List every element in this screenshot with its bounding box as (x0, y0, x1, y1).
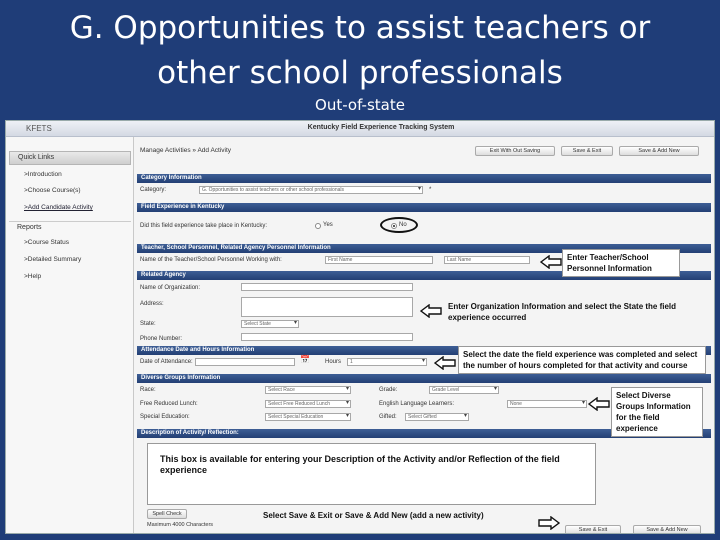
date-hours-callout: Select the date the field experience was completed and select the number of hours completed for that activity and course (458, 346, 706, 374)
sidebar-link-choose-courses[interactable]: >Choose Course(s) (24, 187, 81, 194)
personnel-section-header: Teacher, School Personnel, Related Agency Personnel Information (137, 244, 711, 253)
radio-yes-label: Yes (323, 222, 333, 228)
description-textarea[interactable] (147, 443, 596, 505)
max-characters-note: Maximum 4000 Characters (147, 522, 214, 528)
radio-no-label: No (399, 222, 407, 228)
category-label: Category: (140, 187, 167, 193)
save-add-new-button[interactable]: Save & Add New (619, 146, 699, 156)
personnel-callout: Enter Teacher/School Personnel Information (562, 249, 680, 277)
last-name-input[interactable]: Last Name (444, 256, 530, 264)
sidebar-link-course-status[interactable]: >Course Status (24, 239, 69, 246)
radio-yes[interactable] (315, 223, 321, 229)
hours-select[interactable]: 1 ▾ (347, 358, 427, 366)
left-arrow-icon (434, 356, 456, 370)
attendance-section-header: Attendance Date and Hours Information (137, 346, 711, 355)
diverse-callout: Select Diverse Groups Information for the field experience (611, 387, 703, 437)
quick-links-header: Quick Links (9, 151, 131, 165)
race-select[interactable]: Select Race ▾ (265, 386, 351, 394)
state-label: State: (140, 321, 156, 327)
reports-header: Reports (9, 221, 131, 235)
phone-input[interactable] (241, 333, 413, 341)
organization-callout: Enter Organization Information and select the State the field experience occurred (448, 302, 677, 322)
agency-section-header: Related Agency (137, 271, 711, 280)
date-input[interactable] (195, 358, 295, 366)
app-screenshot (5, 120, 715, 534)
description-annotation: This box is available for entering your Description of the Activity and/or Reflection of the field experience (160, 454, 560, 475)
lunch-select[interactable]: Select Free Reduced Lunch ▾ (265, 400, 351, 408)
slide-title-line-2: other school professionals (157, 55, 563, 91)
category-select[interactable]: G. Opportunities to assist teachers or other school professionals ▾ (199, 186, 423, 194)
organization-label: Name of Organization: (140, 285, 201, 291)
address-label: Address: (140, 301, 164, 307)
slide-title-line-1: G. Opportunities to assist teachers or (69, 10, 651, 46)
kentucky-question: Did this field experience take place in Kentucky: (140, 223, 268, 229)
grade-label: Grade: (379, 387, 398, 393)
sidebar-link-help[interactable]: >Help (24, 273, 42, 280)
save-exit-button[interactable]: Save & Exit (561, 146, 613, 156)
app-header (6, 121, 715, 137)
gifted-label: Gifted: (379, 414, 397, 420)
special-ed-select[interactable]: Select Special Education ▾ (265, 413, 351, 421)
lunch-label: Free Reduced Lunch: (140, 401, 198, 407)
exit-without-saving-button[interactable]: Exit With Out Saving (475, 146, 555, 156)
right-arrow-icon (538, 516, 560, 530)
category-required-mark: * (429, 187, 432, 193)
organization-input[interactable] (241, 283, 413, 291)
hours-label: Hours (325, 359, 342, 365)
kentucky-section-header: Field Experience in Kentucky (137, 203, 711, 212)
save-exit-button-bottom[interactable]: Save & Exit (565, 525, 621, 534)
highlight-circle (380, 217, 418, 233)
description-section-header: Description of Activity/ Reflection: (137, 429, 711, 438)
sidebar-link-introduction[interactable]: >Introduction (24, 171, 62, 178)
calendar-icon[interactable]: 📅 (300, 355, 310, 364)
ell-select[interactable]: None ▾ (507, 400, 587, 408)
phone-label: Phone Number: (140, 336, 183, 342)
main-panel (137, 137, 713, 534)
left-arrow-icon (540, 255, 562, 269)
state-select[interactable]: Select State ▾ (241, 320, 299, 328)
save-annotation: Select Save & Exit or Save & Add New (add a new activity) (263, 511, 484, 520)
diverse-section-header: Diverse Groups Information (137, 374, 711, 383)
app-logo: KFETS (26, 124, 52, 133)
race-label: Race: (140, 387, 156, 393)
sidebar-link-detailed-summary[interactable]: >Detailed Summary (24, 256, 82, 263)
first-name-input[interactable]: First Name (325, 256, 433, 264)
save-add-new-button-bottom[interactable]: Save & Add New (633, 525, 701, 534)
gifted-select[interactable]: Select Gifted ▾ (405, 413, 469, 421)
system-title: Kentucky Field Experience Tracking System (307, 124, 455, 131)
slide-subtitle: Out-of-state (315, 96, 405, 114)
grade-select[interactable]: Grade Level ▾ (429, 386, 499, 394)
left-arrow-icon (420, 304, 442, 318)
sidebar (6, 137, 134, 534)
address-input[interactable] (241, 297, 413, 317)
left-arrow-icon (588, 397, 610, 411)
breadcrumb: Manage Activities » Add Activity (140, 147, 232, 154)
category-section-header: Category Information (137, 174, 711, 183)
personnel-label: Name of the Teacher/School Personnel Working with: (140, 257, 282, 263)
date-label: Date of Attendance: (140, 359, 193, 365)
ell-label: English Language Learners: (379, 401, 455, 407)
special-ed-label: Special Education: (140, 414, 190, 420)
sidebar-link-add-candidate-activity[interactable]: >Add Candidate Activity (24, 204, 93, 211)
spell-check-button[interactable]: Spell Check (147, 509, 187, 519)
slide-title (0, 6, 720, 96)
